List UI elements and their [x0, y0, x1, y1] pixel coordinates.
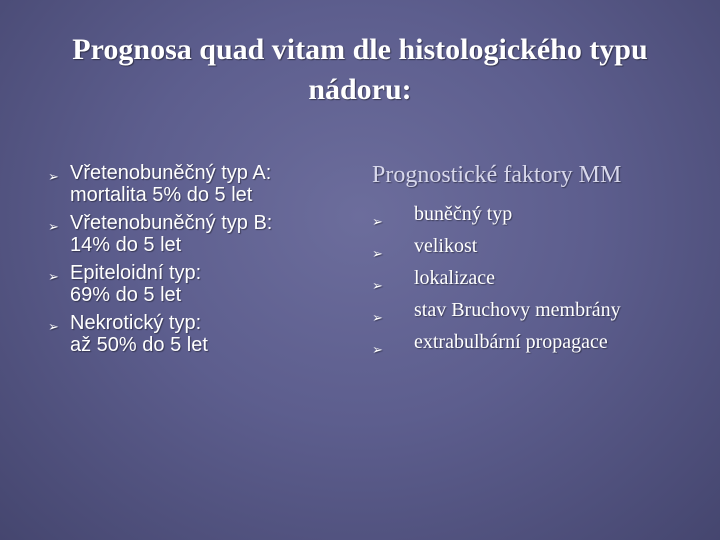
slide-title-line-1: Prognosa quad vitam dle histologického typu — [72, 33, 648, 66]
list-item-line-1: Nekrotický typ: — [70, 312, 202, 334]
histology-type-list — [48, 162, 338, 362]
list-item-label: velikost — [414, 235, 478, 257]
slide-title — [20, 30, 700, 110]
list-item — [372, 262, 712, 294]
list-item — [48, 162, 338, 206]
list-item — [48, 262, 338, 306]
arrow-bullet-icon: ➢ — [372, 343, 383, 358]
list-item-line-1: Vřetenobuněčný typ A: — [70, 162, 272, 184]
arrow-bullet-icon: ➢ — [372, 215, 383, 230]
arrow-bullet-icon: ➢ — [372, 279, 383, 294]
list-item — [372, 230, 712, 262]
arrow-bullet-icon: ➢ — [372, 247, 383, 262]
list-item-line-1: Epiteloidní typ: — [70, 262, 202, 284]
list-item — [372, 294, 712, 326]
arrow-bullet-icon: ➢ — [48, 320, 59, 335]
arrow-bullet-icon: ➢ — [48, 170, 59, 185]
list-item — [48, 312, 338, 356]
list-item — [372, 198, 712, 230]
list-item-label: buněčný typ — [414, 203, 513, 225]
prognostic-factors-list — [372, 198, 712, 358]
list-item-label: lokalizace — [414, 267, 496, 289]
list-item-line-1: Vřetenobuněčný typ B: — [70, 212, 273, 234]
list-item-label: stav Bruchovy membrány — [414, 299, 621, 321]
prognostic-factors-heading: Prognostické faktory MM — [372, 162, 622, 188]
arrow-bullet-icon: ➢ — [48, 270, 59, 285]
arrow-bullet-icon: ➢ — [48, 220, 59, 235]
list-item-line-2: 14% do 5 let — [70, 234, 182, 256]
list-item-label: extrabulbární propagace — [414, 331, 608, 353]
arrow-bullet-icon: ➢ — [372, 311, 383, 326]
list-item-line-2: mortalita 5% do 5 let — [70, 184, 253, 206]
list-item — [372, 326, 712, 358]
prognostic-factors-section — [372, 160, 712, 358]
slide-title-line-2: nádoru: — [308, 73, 412, 106]
list-item-line-2: 69% do 5 let — [70, 284, 182, 306]
list-item-line-2: až 50% do 5 let — [70, 334, 208, 356]
list-item — [48, 212, 338, 256]
